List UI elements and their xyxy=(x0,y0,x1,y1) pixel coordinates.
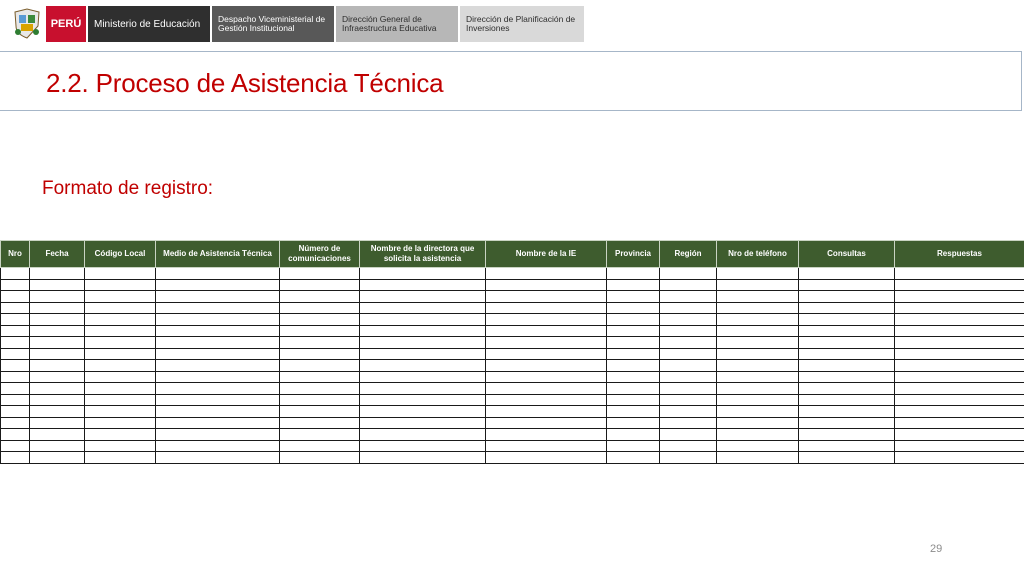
table-cell xyxy=(280,394,360,406)
table-cell xyxy=(1,417,30,429)
table-row xyxy=(1,406,1024,418)
table-cell xyxy=(799,348,895,360)
table-cell xyxy=(85,452,156,464)
table-cell xyxy=(156,452,280,464)
table-cell xyxy=(280,452,360,464)
table-cell xyxy=(607,314,660,326)
table-cell xyxy=(280,325,360,337)
table-cell xyxy=(607,383,660,395)
table-cell xyxy=(717,360,799,372)
table-cell xyxy=(85,268,156,280)
table-cell xyxy=(1,337,30,349)
table-cell xyxy=(660,406,717,418)
table-cell xyxy=(607,452,660,464)
table-cell xyxy=(799,291,895,303)
table-row xyxy=(1,452,1024,464)
table-cell xyxy=(85,291,156,303)
table-cell xyxy=(799,268,895,280)
table-cell xyxy=(799,429,895,441)
table-cell xyxy=(799,452,895,464)
column-header: Nro xyxy=(1,241,30,268)
table-cell xyxy=(30,325,85,337)
table-cell xyxy=(85,337,156,349)
table-cell xyxy=(1,452,30,464)
table-cell xyxy=(486,314,607,326)
table-cell xyxy=(895,279,1024,291)
table-cell xyxy=(486,325,607,337)
table-cell xyxy=(360,348,486,360)
table-cell xyxy=(360,440,486,452)
table-cell xyxy=(30,383,85,395)
table-cell xyxy=(30,360,85,372)
table-row xyxy=(1,440,1024,452)
table-cell xyxy=(717,394,799,406)
table-cell xyxy=(717,452,799,464)
table-cell xyxy=(486,440,607,452)
table-row xyxy=(1,314,1024,326)
table-cell xyxy=(85,279,156,291)
table-cell xyxy=(895,371,1024,383)
table-cell xyxy=(660,383,717,395)
table-cell xyxy=(717,302,799,314)
table-cell xyxy=(280,314,360,326)
table-cell xyxy=(660,371,717,383)
table-cell xyxy=(660,429,717,441)
table-cell xyxy=(895,348,1024,360)
table-cell xyxy=(280,268,360,280)
table-cell xyxy=(607,279,660,291)
table-cell xyxy=(660,394,717,406)
table-cell xyxy=(360,325,486,337)
table-cell xyxy=(85,371,156,383)
table-cell xyxy=(156,291,280,303)
table-cell xyxy=(895,325,1024,337)
table-cell xyxy=(280,302,360,314)
table-cell xyxy=(799,383,895,395)
table-row xyxy=(1,429,1024,441)
table-row xyxy=(1,383,1024,395)
table-row xyxy=(1,268,1024,280)
table-cell xyxy=(660,302,717,314)
table-cell xyxy=(360,394,486,406)
table-cell xyxy=(486,337,607,349)
column-header: Código Local xyxy=(85,241,156,268)
column-header: Medio de Asistencia Técnica xyxy=(156,241,280,268)
table-cell xyxy=(660,440,717,452)
table-cell xyxy=(607,291,660,303)
vice-ministry-label: Despacho Viceministerial de Gestión Institucional xyxy=(212,6,334,42)
table-cell xyxy=(85,348,156,360)
column-header: Nro de teléfono xyxy=(717,241,799,268)
table-cell xyxy=(85,302,156,314)
table-cell xyxy=(156,429,280,441)
table-cell xyxy=(486,268,607,280)
table-row xyxy=(1,394,1024,406)
table-cell xyxy=(607,371,660,383)
table-cell xyxy=(156,348,280,360)
table-cell xyxy=(607,429,660,441)
table-cell xyxy=(280,360,360,372)
table-cell xyxy=(607,337,660,349)
table-cell xyxy=(360,371,486,383)
table-cell xyxy=(360,279,486,291)
table-cell xyxy=(85,440,156,452)
table-cell xyxy=(607,348,660,360)
table-cell xyxy=(486,394,607,406)
table-cell xyxy=(30,406,85,418)
table-cell xyxy=(30,417,85,429)
table-cell xyxy=(717,429,799,441)
table-cell xyxy=(85,325,156,337)
table-cell xyxy=(895,337,1024,349)
table-cell xyxy=(895,268,1024,280)
table-cell xyxy=(156,325,280,337)
table-cell xyxy=(156,302,280,314)
table-cell xyxy=(280,429,360,441)
table-cell xyxy=(30,291,85,303)
table-cell xyxy=(85,314,156,326)
table-cell xyxy=(360,383,486,395)
table-cell xyxy=(895,394,1024,406)
table-cell xyxy=(85,429,156,441)
table-cell xyxy=(30,429,85,441)
table-cell xyxy=(799,406,895,418)
table-cell xyxy=(486,371,607,383)
table-cell xyxy=(156,440,280,452)
table-cell xyxy=(895,302,1024,314)
column-header: Nombre de la directora que solicita la asistencia xyxy=(360,241,486,268)
table-cell xyxy=(607,406,660,418)
table-cell xyxy=(895,440,1024,452)
institution-header xyxy=(8,6,586,42)
table-cell xyxy=(280,279,360,291)
table-cell xyxy=(486,360,607,372)
table-cell xyxy=(607,360,660,372)
table-cell xyxy=(486,452,607,464)
table-cell xyxy=(486,302,607,314)
table-cell xyxy=(717,268,799,280)
table-cell xyxy=(1,291,30,303)
table-header-row xyxy=(1,241,1024,268)
table-cell xyxy=(156,360,280,372)
table-cell xyxy=(486,429,607,441)
table-cell xyxy=(156,394,280,406)
table-cell xyxy=(799,440,895,452)
table-cell xyxy=(895,291,1024,303)
registration-table xyxy=(0,240,1024,464)
table-cell xyxy=(280,406,360,418)
column-header: Número de comunicaciones xyxy=(280,241,360,268)
table-cell xyxy=(660,337,717,349)
table-cell xyxy=(1,302,30,314)
slide-subtitle: Formato de registro: xyxy=(42,178,214,199)
table-cell xyxy=(280,440,360,452)
table-cell xyxy=(1,268,30,280)
table-cell xyxy=(486,417,607,429)
column-header: Respuestas xyxy=(895,241,1024,268)
table-cell xyxy=(717,383,799,395)
table-cell xyxy=(895,314,1024,326)
table-cell xyxy=(156,279,280,291)
table-cell xyxy=(1,360,30,372)
table-row xyxy=(1,348,1024,360)
table-cell xyxy=(895,383,1024,395)
table-cell xyxy=(1,348,30,360)
table-cell xyxy=(360,360,486,372)
table-cell xyxy=(717,440,799,452)
table-cell xyxy=(895,452,1024,464)
slide-title: 2.2. Proceso de Asistencia Técnica xyxy=(46,68,444,98)
table-cell xyxy=(30,279,85,291)
coat-of-arms-icon xyxy=(8,6,46,42)
table-cell xyxy=(799,314,895,326)
table-cell xyxy=(280,337,360,349)
table-row xyxy=(1,360,1024,372)
table-row xyxy=(1,337,1024,349)
table-cell xyxy=(30,348,85,360)
table-cell xyxy=(486,291,607,303)
table-row xyxy=(1,417,1024,429)
table-cell xyxy=(280,291,360,303)
table-cell xyxy=(717,337,799,349)
table-row xyxy=(1,371,1024,383)
table-row xyxy=(1,291,1024,303)
table-cell xyxy=(717,371,799,383)
table-cell xyxy=(717,291,799,303)
table-cell xyxy=(717,348,799,360)
table-cell xyxy=(607,417,660,429)
peru-badge: PERÚ xyxy=(46,6,86,42)
table-cell xyxy=(360,452,486,464)
table-cell xyxy=(85,360,156,372)
table-cell xyxy=(360,268,486,280)
table-cell xyxy=(660,314,717,326)
table-cell xyxy=(607,302,660,314)
table-cell xyxy=(895,429,1024,441)
table-cell xyxy=(799,417,895,429)
column-header: Fecha xyxy=(30,241,85,268)
table-cell xyxy=(280,371,360,383)
table-cell xyxy=(30,371,85,383)
table-cell xyxy=(30,440,85,452)
table-cell xyxy=(895,406,1024,418)
column-header: Provincia xyxy=(607,241,660,268)
table-cell xyxy=(30,268,85,280)
table-cell xyxy=(799,279,895,291)
table-cell xyxy=(799,360,895,372)
table-cell xyxy=(1,279,30,291)
table-cell xyxy=(1,325,30,337)
table-cell xyxy=(156,337,280,349)
table-cell xyxy=(156,383,280,395)
table-cell xyxy=(799,394,895,406)
table-cell xyxy=(30,452,85,464)
table-cell xyxy=(486,279,607,291)
ministry-label: Ministerio de Educación xyxy=(88,6,210,42)
table-cell xyxy=(156,417,280,429)
table-cell xyxy=(360,417,486,429)
table-cell xyxy=(799,337,895,349)
table-cell xyxy=(1,371,30,383)
table-cell xyxy=(717,279,799,291)
column-header: Nombre de la IE xyxy=(486,241,607,268)
table-cell xyxy=(895,360,1024,372)
table-cell xyxy=(30,394,85,406)
table-row xyxy=(1,325,1024,337)
table-cell xyxy=(799,325,895,337)
table-cell xyxy=(660,279,717,291)
column-header: Consultas xyxy=(799,241,895,268)
table-cell xyxy=(717,417,799,429)
direction-label: Dirección General de Infraestructura Educativa xyxy=(336,6,458,42)
table-cell xyxy=(486,383,607,395)
table-cell xyxy=(30,302,85,314)
table-cell xyxy=(660,268,717,280)
table-cell xyxy=(30,314,85,326)
table-cell xyxy=(717,325,799,337)
table-cell xyxy=(717,406,799,418)
table-cell xyxy=(1,314,30,326)
table-cell xyxy=(360,291,486,303)
table-cell xyxy=(717,314,799,326)
table-cell xyxy=(607,268,660,280)
page-number: 29 xyxy=(930,543,943,555)
table-cell xyxy=(1,429,30,441)
table-cell xyxy=(607,440,660,452)
table-cell xyxy=(280,383,360,395)
table-cell xyxy=(360,337,486,349)
table-cell xyxy=(799,302,895,314)
table-cell xyxy=(1,394,30,406)
table-cell xyxy=(360,302,486,314)
table-cell xyxy=(360,429,486,441)
table-cell xyxy=(156,314,280,326)
table-cell xyxy=(799,371,895,383)
table-cell xyxy=(156,406,280,418)
table-cell xyxy=(607,394,660,406)
table-cell xyxy=(85,417,156,429)
table-cell xyxy=(85,394,156,406)
table-cell xyxy=(660,417,717,429)
table-cell xyxy=(280,348,360,360)
table-cell xyxy=(660,291,717,303)
table-cell xyxy=(660,348,717,360)
table-row xyxy=(1,279,1024,291)
table-cell xyxy=(156,268,280,280)
table-cell xyxy=(156,371,280,383)
planning-label: Dirección de Planificación de Inversiones xyxy=(460,6,584,42)
table-cell xyxy=(660,325,717,337)
table-row xyxy=(1,302,1024,314)
table-cell xyxy=(85,383,156,395)
table-cell xyxy=(486,348,607,360)
table-cell xyxy=(660,360,717,372)
table-cell xyxy=(360,314,486,326)
table-cell xyxy=(660,452,717,464)
table-cell xyxy=(280,417,360,429)
column-header: Región xyxy=(660,241,717,268)
table-cell xyxy=(85,406,156,418)
table-cell xyxy=(486,406,607,418)
table-cell xyxy=(1,383,30,395)
table-cell xyxy=(360,406,486,418)
table-cell xyxy=(607,325,660,337)
table-cell xyxy=(30,337,85,349)
table-cell xyxy=(895,417,1024,429)
table-cell xyxy=(1,406,30,418)
table-cell xyxy=(1,440,30,452)
